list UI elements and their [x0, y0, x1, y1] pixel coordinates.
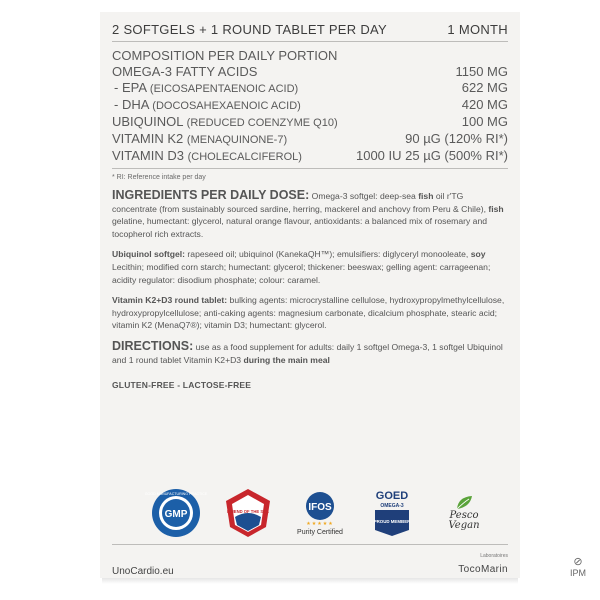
pesco-vegan-logo: [438, 485, 490, 541]
leaf-icon: [454, 495, 474, 511]
dosage-header: [112, 22, 508, 42]
certification-logos: [144, 480, 490, 546]
composition-table: [112, 48, 508, 169]
ingredients-heading: INGREDIENTS PER DAILY DOSE:: [112, 188, 310, 202]
duration-text: 1 MONTH: [447, 22, 508, 37]
goed-logo: [366, 485, 418, 541]
vitamin-tablet-section: Vitamin K2+D3 round tablet: bulking agents: microcrystalline cellulose, hydroxypropylmethylcellulose, hydroxypropylcellulose; anti-caking agents: magnesium carbonate, dicalcium phosphate, stearic acid; vitamin K2 (MenaQ7®); vitamin D3; humectant: glycerol.: [112, 295, 505, 331]
ubiquinol-heading: Ubiquinol softgel:: [112, 249, 186, 260]
composition-divider: [112, 168, 508, 169]
ingredients-section: INGREDIENTS PER DAILY DOSE: Omega-3 softgel: deep-sea fish oil r'TG concentrate (from sustainably sourced sardine, herring, mackerel and anchovy from Peru & Chile), fish gelatine, humectant: glycerol, natural orange flavour, antioxidants: a balanced mix of rosemary and tocopherol rich extracts.: [112, 188, 504, 239]
directions-section: DIRECTIONS: use as a food supplement for adults: daily 1 softgel Omega-3, 1 softgel Ubiquinol and 1 round tablet Vitamin K2+D3 during the main meal: [112, 338, 503, 365]
label-footer: [112, 544, 508, 577]
ipm-logo-icon: ⊘: [573, 556, 583, 568]
rating-stars-icon: ★★★★★: [306, 520, 334, 527]
composition-row-ubiquinol: UBIQUINOL (REDUCED COENZYME Q10) 100 MG: [112, 114, 508, 129]
panel-shadow: [102, 578, 518, 584]
allergen-statement: GLUTEN-FREE - LACTOSE-FREE: [112, 380, 252, 391]
ifos-seal-icon: [298, 491, 342, 521]
brand-prefix: Laboratoires: [480, 553, 508, 559]
composition-row-dha: - DHA (DOCOSAHEXAENOIC ACID) 420 MG: [114, 97, 508, 112]
composition-row-omega3: OMEGA-3 FATTY ACIDS 1150 MG: [112, 64, 508, 79]
gmp-text: GMP: [164, 509, 188, 520]
gmp-logo: [144, 485, 208, 541]
goed-badge-icon: [371, 488, 413, 538]
product-label-panel: [100, 12, 520, 578]
ri-footnote: * RI: Reference intake per day: [112, 174, 206, 181]
goed-omega-text: OMEGA-3: [380, 503, 404, 509]
ifos-caption: Purity Certified: [297, 528, 343, 536]
website-text: UnoCardio.eu: [112, 566, 174, 577]
gmp-seal-icon: [144, 488, 208, 538]
brand-logo: [458, 553, 508, 577]
directions-heading: DIRECTIONS:: [112, 338, 194, 353]
composition-title: COMPOSITION PER DAILY PORTION: [112, 48, 338, 63]
brand-name: TocoMarin: [458, 564, 508, 575]
composition-row-epa: - EPA (EICOSAPENTAENOIC ACID) 622 MG: [114, 80, 508, 95]
pesco-vegan-text: Pesco Vegan: [448, 510, 480, 531]
composition-row-vitamin-k2: VITAMIN K2 (MENAQUINONE-7) 90 µG (120% RI*): [112, 131, 508, 146]
goed-proud-text: PROUD MEMBER: [373, 519, 411, 524]
gmp-ring-text: GOOD MANUFACTURING PRACTICE: [144, 492, 208, 496]
dosage-text: 2 SOFTGELS + 1 ROUND TABLET PER DAY: [112, 22, 388, 37]
composition-row-vitamin-d3: VITAMIN D3 (CHOLECALCIFEROL) 1000 IU 25 µG (500% RI*): [112, 148, 508, 163]
friend-text: FRIEND OF THE SEA: [227, 509, 269, 514]
ipm-watermark: ⊘ IPM: [569, 556, 586, 578]
goed-text: GOED: [375, 490, 409, 502]
friend-of-the-sea-logo: [222, 485, 274, 541]
ifos-logo: [294, 485, 346, 541]
friend-of-the-sea-seal-icon: [223, 487, 273, 539]
ubiquinol-section: Ubiquinol softgel: rapeseed oil; ubiquinol (KanekaQH™); emulsifiers: diglyceryl monooleate, soy Lecithin; modified corn starch; humectant: glycerol; thickener: beeswax; gelling agent: carrageenan; acidity regulator: disodium phosphate; colour: caramel.: [112, 249, 491, 285]
vitamin-tablet-heading: Vitamin K2+D3 round tablet:: [112, 295, 228, 306]
ifos-text: IFOS: [308, 501, 332, 513]
